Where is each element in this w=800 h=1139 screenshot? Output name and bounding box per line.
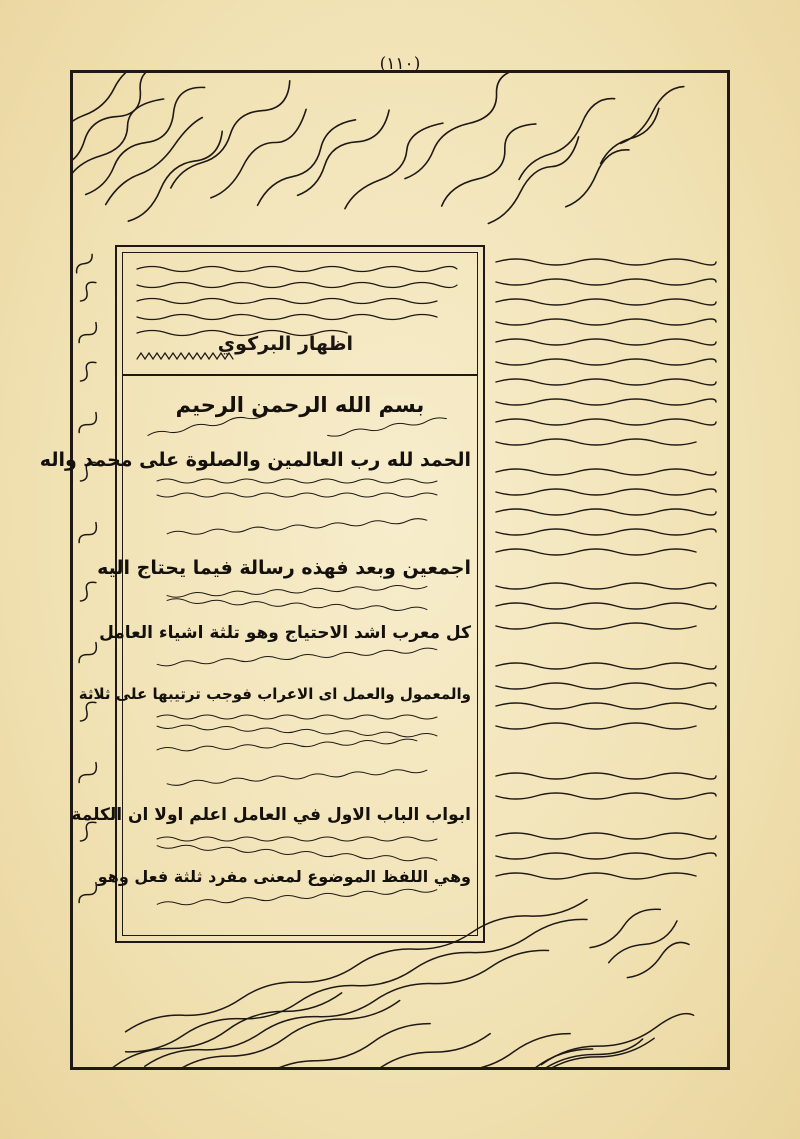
main-text-line: ابواب الباب الاول في العامل اعلم اولا ان الكلمة xyxy=(71,805,471,825)
main-text-line: والمعمول والعمل اى الاعراب فوجب ترتيبها على ثلاثة xyxy=(78,685,471,703)
book-title: اظهار البركوي xyxy=(217,333,353,355)
main-text-frame xyxy=(39,245,485,943)
main-text-line: الحمد لله رب العالمين والصلوة على محمد واله xyxy=(39,449,471,471)
main-text-line: كل معرب اشد الاحتياج وهو تلثة اشياء العامل xyxy=(99,623,471,643)
main-text-line: بسم الله الرحمن الرحيم xyxy=(175,393,425,417)
margin-commentary-top xyxy=(72,73,728,248)
page-number: (١١٠) xyxy=(379,54,421,74)
main-text-line: وهي اللفظ الموضوع لمعنى مفرد ثلثة فعل وهو xyxy=(97,867,471,886)
interlinear-glosses xyxy=(39,377,475,937)
main-text-line: اجمعين وبعد فهذه رسالة فيما يحتاج اليه xyxy=(97,557,471,579)
title-divider xyxy=(122,374,478,376)
margin-commentary-left xyxy=(72,250,117,940)
margin-commentary-right xyxy=(488,250,728,905)
